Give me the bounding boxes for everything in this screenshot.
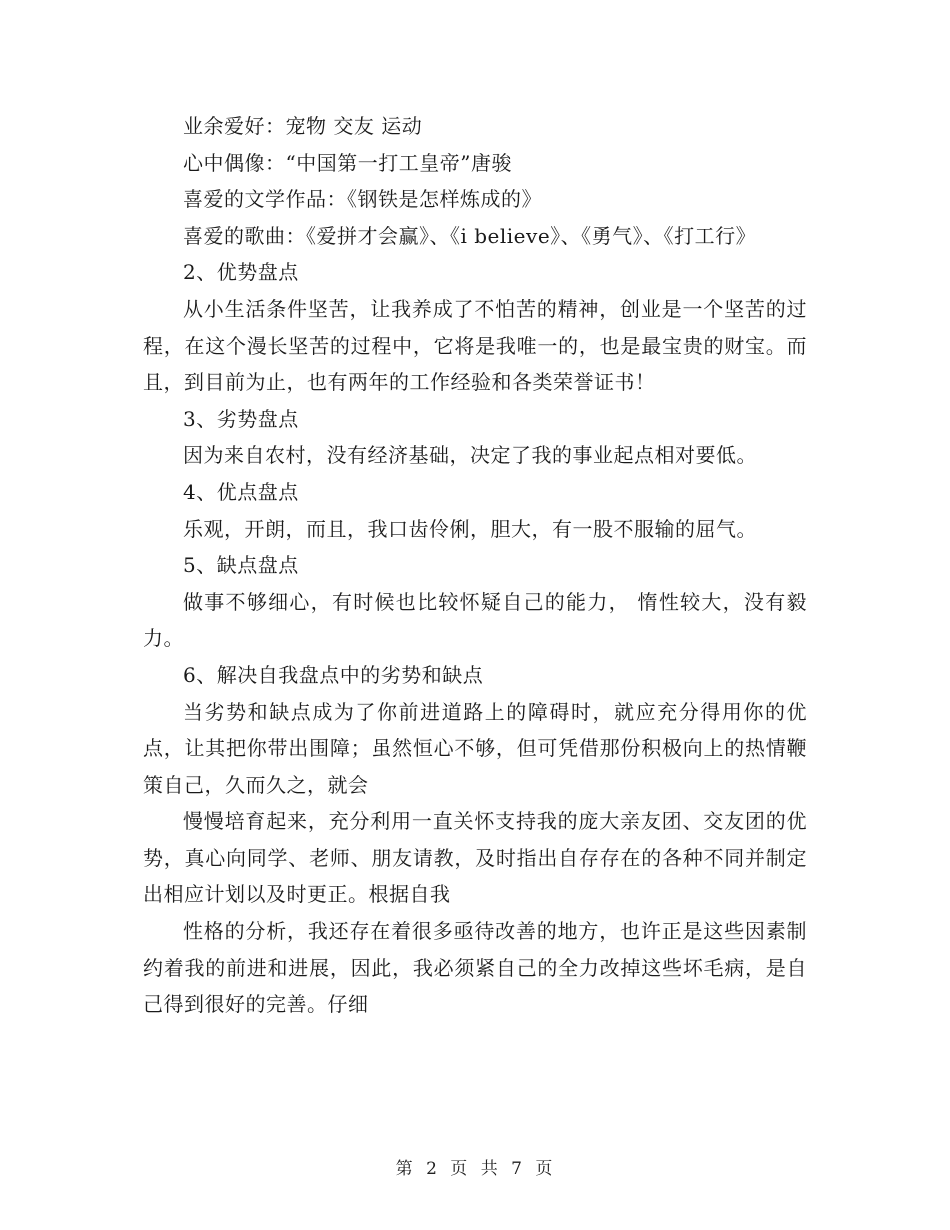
footer-prefix: 第 [395,1159,415,1179]
paragraph-merits: 乐观，开朗，而且，我口齿伶俐，胆大，有一股不服输的屈气。 [183,516,757,541]
footer-total-pages: 7 [511,1159,524,1179]
paragraph-solutions-1: 当劣势和缺点成为了你前进道路上的障碍时，就应充分得用你的优点，让其把你带出围障；虽然恒心不够，但可凭借那份积极向上的热情鞭策自己，久而久之，就会 [143,699,807,797]
heading-faults: 5、缺点盘点 [183,553,299,578]
heading-merits: 4、优点盘点 [183,479,299,504]
document-body [143,108,807,1023]
paragraph-hobbies: 业余爱好：宠物 交友 运动 [183,114,423,138]
paragraph-strengths: 从小生活条件坚苦，让我养成了不怕苦的精神，创业是一个坚苦的过程，在这个漫长坚苦的过程中，它将是我唯一的，也是最宝贵的财宝。而且，到目前为止，也有两年的工作经验和各类荣誉证书！ [143,296,807,395]
paragraph-literature: 喜爱的文学作品：《钢铁是怎样炼成的》 [183,187,542,212]
paragraph-weaknesses: 因为来自农村，没有经济基础，决定了我的事业起点相对要低。 [183,443,757,468]
paragraph-songs: 喜爱的歌曲：《爱拼才会赢》、《i believe》、《勇气》、《打工行》 [183,223,757,248]
heading-solutions: 6、解决自我盘点中的劣势和缺点 [183,662,484,687]
paragraph-solutions-3: 性格的分析，我还存在着很多亟待改善的地方，也许正是这些因素制约着我的前进和进展，因此，我必须紧自己的全力改掉这些坏毛病，是自己得到很好的完善。仔细 [143,919,807,1017]
heading-strengths: 2、优势盘点 [183,260,299,285]
heading-weaknesses: 3、劣势盘点 [183,406,299,431]
paragraph-faults: 做事不够细心，有时候也比较怀疑自己的能力， 惰性较大，没有毅力。 [143,589,807,651]
footer-total-word: 共 [480,1159,500,1179]
footer-current-page: 2 [426,1159,439,1179]
footer-suffix: 页 [535,1159,555,1179]
paragraph-solutions-2: 慢慢培育起来，充分利用一直关怀支持我的庞大亲友团、交友团的优势，真心向同学、老师、朋友请教，及时指出自存存在的各种不同并制定出相应计划以及时更正。根据自我 [143,809,807,907]
paragraph-idol: 心中偶像：“中国第一打工皇帝”唐骏 [183,150,512,175]
page-footer [0,1154,950,1179]
footer-page-word: 页 [450,1159,470,1179]
